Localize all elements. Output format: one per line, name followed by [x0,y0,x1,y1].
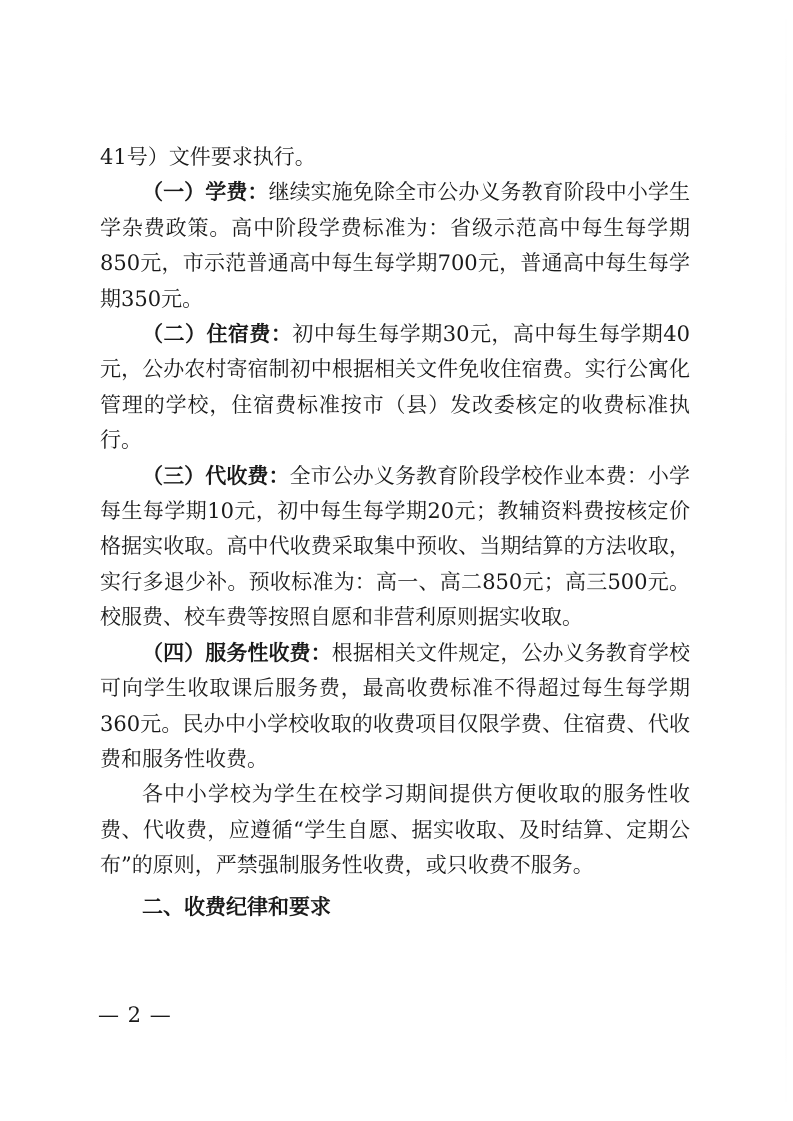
paragraph-body: 41号）文件要求执行。 [100,145,316,169]
paragraph-service-fees [100,636,690,778]
paragraph-heading: （二）住宿费： [142,322,293,347]
section-title: 二、收费纪律和要求 [142,894,331,919]
document-body [100,140,690,925]
paragraph-tuition [100,175,690,317]
paragraph-heading: （四）服务性收费： [142,640,332,665]
paragraph-body: 根据相关文件规定，公办义务教育学校可向学生收取课后服务费，最高收费标准不得超过每生每学期360元。民办中小学校收取的收费项目仅限学费、住宿费、代收费和服务性收费。 [100,640,691,771]
paragraph-body: 初中每生每学期30元，高中每生每学期40元，公办农村寄宿制初中根据相关文件免收住宿费。实行公寓化管理的学校，住宿费标准按市（县）发改委核定的收费标准执行。 [100,322,690,453]
paragraph-accommodation [100,317,690,459]
paragraph-agency-fees [100,459,690,636]
scan-edge-shadow [785,0,787,1121]
paragraph-heading: （三）代收费： [142,463,290,488]
paragraph-heading: （一）学费： [142,180,269,205]
paragraph-continuation [100,140,690,175]
paragraph-body: 全市公办义务教育阶段学校作业本费：小学每生每学期10元，初中每生每学期20元；教辅资料费按核定价格据实收取。高中代收费采取集中预收、当期结算的方法收取，实行多退少补。预收标准为：高一、高二850元；高三500元。校服费、校车费等按照自愿和非营利原则据实收取。 [100,463,691,630]
paragraph-body: 各中小学校为学生在校学习期间提供方便收取的服务性收费、代收费，应遵循“学生自愿、据实收取、及时结算、定期公布”的原则，严禁强制服务性收费，或只收费不服务。 [100,782,690,878]
paragraph-general-rule [100,777,690,883]
paragraph-body: 继续实施免除全市公办义务教育阶段中小学生学杂费政策。高中阶段学费标准为：省级示范高中每生每学期850元，市示范普通高中每生每学期700元，普通高中每生每学期350元。 [100,180,691,311]
page-number: — 2 — [98,1003,172,1027]
